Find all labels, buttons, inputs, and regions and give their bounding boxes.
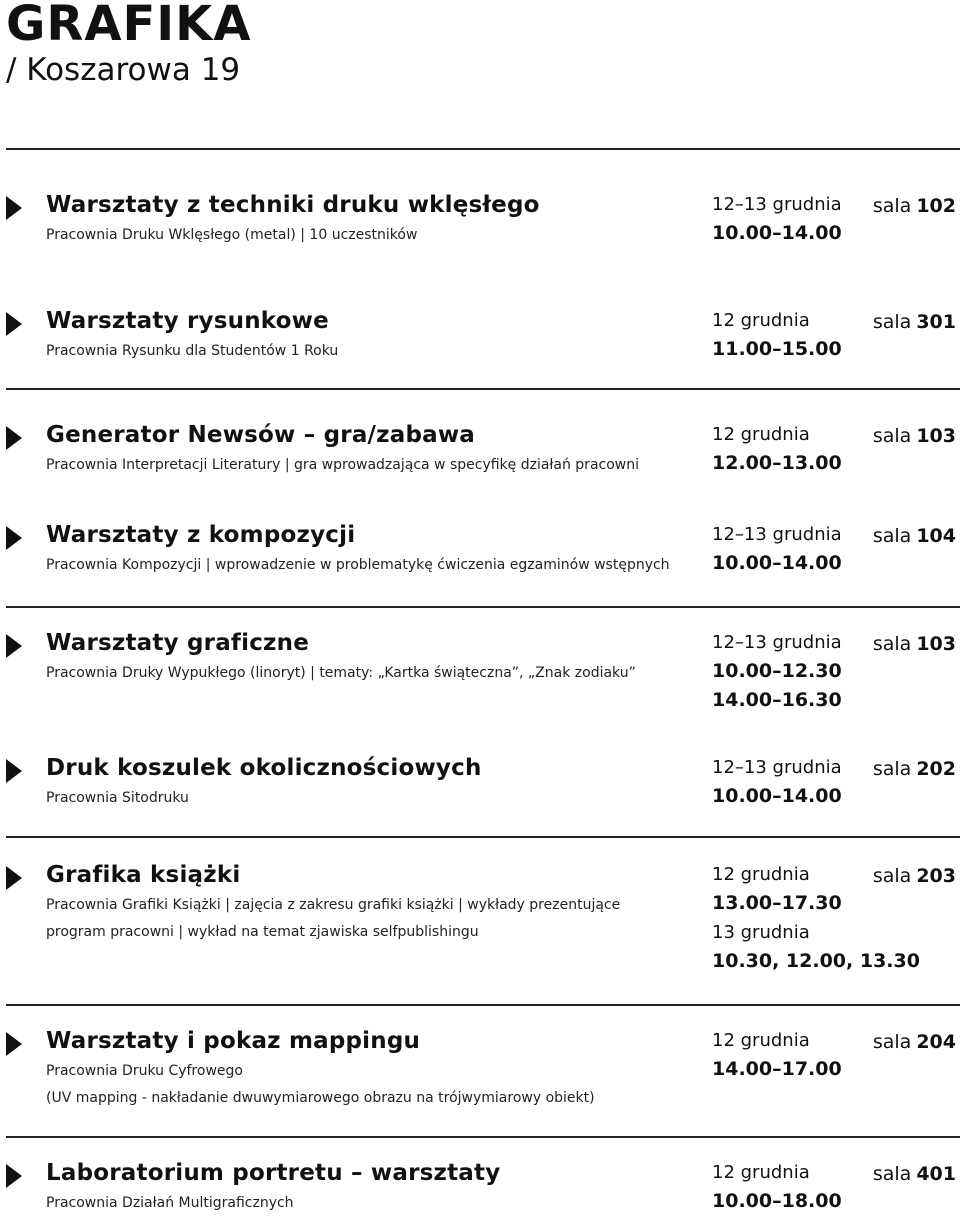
section-divider bbox=[6, 1136, 960, 1138]
event-room bbox=[873, 758, 956, 780]
event-description: Pracownia Sitodruku bbox=[46, 790, 189, 806]
section-divider bbox=[6, 388, 960, 390]
event-schedule bbox=[712, 1026, 872, 1084]
event-description: Pracownia Druku Wklęsłego (metal) | 10 uczestników bbox=[46, 227, 418, 243]
event-title: Warsztaty rysunkowe bbox=[46, 308, 329, 334]
room-label: sala bbox=[872, 758, 912, 780]
play-arrow-icon bbox=[6, 634, 22, 658]
room-number: 104 bbox=[916, 525, 956, 547]
event-room bbox=[873, 195, 956, 217]
event-time: 10.30, 12.00, 13.30 bbox=[712, 950, 920, 972]
event-date: 12 grudnia bbox=[712, 1030, 810, 1051]
event-title: Druk koszulek okolicznościowych bbox=[46, 755, 482, 781]
page-subtitle: / Koszarowa 19 bbox=[6, 52, 241, 88]
event-time: 11.00–15.00 bbox=[712, 338, 842, 360]
room-number: 203 bbox=[916, 865, 956, 887]
event-title: Laboratorium portretu – warsztaty bbox=[46, 1160, 501, 1186]
room-label: sala bbox=[872, 1163, 912, 1185]
event-room bbox=[873, 311, 956, 333]
room-label: sala bbox=[872, 195, 912, 217]
play-arrow-icon bbox=[6, 1164, 22, 1188]
room-number: 103 bbox=[916, 633, 956, 655]
event-date: 12 grudnia bbox=[712, 424, 810, 445]
section-divider bbox=[6, 836, 960, 838]
event-room bbox=[873, 1031, 956, 1053]
play-arrow-icon bbox=[6, 426, 22, 450]
event-date: 12–13 grudnia bbox=[712, 524, 842, 545]
event-time: 13.00–17.30 bbox=[712, 892, 842, 914]
room-label: sala bbox=[872, 865, 912, 887]
event-schedule bbox=[712, 420, 872, 478]
event-time: 10.00–14.00 bbox=[712, 552, 842, 574]
room-label: sala bbox=[872, 425, 912, 447]
event-description: Pracownia Interpretacji Literatury | gra wprowadzająca w specyfikę działań pracowni bbox=[46, 457, 639, 473]
room-label: sala bbox=[872, 525, 912, 547]
event-time: 14.00–16.30 bbox=[712, 689, 842, 711]
event-room bbox=[873, 525, 956, 547]
play-arrow-icon bbox=[6, 866, 22, 890]
event-description: Pracownia Druku Cyfrowego bbox=[46, 1063, 243, 1079]
event-time: 10.00–18.00 bbox=[712, 1190, 842, 1212]
event-title: Warsztaty i pokaz mappingu bbox=[46, 1028, 421, 1054]
event-time: 10.00–14.00 bbox=[712, 785, 842, 807]
event-schedule bbox=[712, 1158, 872, 1216]
event-title: Warsztaty graficzne bbox=[46, 630, 310, 656]
event-description: Pracownia Rysunku dla Studentów 1 Roku bbox=[46, 343, 339, 359]
section-divider bbox=[6, 606, 960, 608]
event-time: 10.00–12.30 bbox=[712, 660, 842, 682]
event-description: program pracowni | wykład na temat zjawiska selfpublishingu bbox=[46, 924, 479, 940]
page-title: GRAFIKA bbox=[6, 0, 252, 52]
room-number: 103 bbox=[916, 425, 956, 447]
event-title: Grafika książki bbox=[46, 862, 241, 888]
play-arrow-icon bbox=[6, 526, 22, 550]
room-number: 202 bbox=[916, 758, 956, 780]
play-arrow-icon bbox=[6, 196, 22, 220]
room-number: 102 bbox=[916, 195, 956, 217]
event-schedule bbox=[712, 306, 872, 364]
event-description: Pracownia Kompozycji | wprowadzenie w problematykę ćwiczenia egzaminów wstępnych bbox=[46, 557, 670, 573]
event-date: 12–13 grudnia bbox=[712, 194, 842, 215]
event-description: Pracownia Grafiki Książki | zajęcia z zakresu grafiki książki | wykłady prezentujące bbox=[46, 897, 621, 913]
event-description: Pracownia Działań Multigraficznych bbox=[46, 1195, 294, 1211]
event-time: 12.00–13.00 bbox=[712, 452, 842, 474]
play-arrow-icon bbox=[6, 1032, 22, 1056]
room-number: 204 bbox=[916, 1031, 956, 1053]
event-room bbox=[873, 1163, 956, 1185]
event-title: Generator Newsów – gra/zabawa bbox=[46, 422, 475, 448]
event-room bbox=[873, 865, 956, 887]
section-divider bbox=[6, 148, 960, 150]
play-arrow-icon bbox=[6, 759, 22, 783]
event-schedule bbox=[712, 753, 872, 811]
event-time: 14.00–17.00 bbox=[712, 1058, 842, 1080]
event-schedule bbox=[712, 520, 872, 578]
room-number: 301 bbox=[916, 311, 956, 333]
play-arrow-icon bbox=[6, 312, 22, 336]
event-title: Warsztaty z techniki druku wklęsłego bbox=[46, 192, 540, 218]
event-room bbox=[873, 425, 956, 447]
event-date: 12–13 grudnia bbox=[712, 632, 842, 653]
event-date: 12 grudnia bbox=[712, 310, 810, 331]
event-schedule bbox=[712, 628, 872, 715]
event-room bbox=[873, 633, 956, 655]
section-divider bbox=[6, 1004, 960, 1006]
event-date: 12 grudnia bbox=[712, 1162, 810, 1183]
room-label: sala bbox=[872, 311, 912, 333]
room-number: 401 bbox=[916, 1163, 956, 1185]
event-schedule bbox=[712, 190, 872, 248]
event-title: Warsztaty z kompozycji bbox=[46, 522, 356, 548]
room-label: sala bbox=[872, 633, 912, 655]
event-date: 12–13 grudnia bbox=[712, 757, 842, 778]
event-description: (UV mapping - nakładanie dwuwymiarowego obrazu na trójwymiarowy obiekt) bbox=[46, 1090, 595, 1106]
event-description: Pracownia Druky Wypukłego (linoryt) | tematy: „Kartka świąteczna”, „Znak zodiaku” bbox=[46, 665, 636, 681]
event-time: 10.00–14.00 bbox=[712, 222, 842, 244]
event-date: 13 grudnia bbox=[712, 922, 810, 943]
event-date: 12 grudnia bbox=[712, 864, 810, 885]
page-header bbox=[6, 0, 252, 88]
room-label: sala bbox=[872, 1031, 912, 1053]
